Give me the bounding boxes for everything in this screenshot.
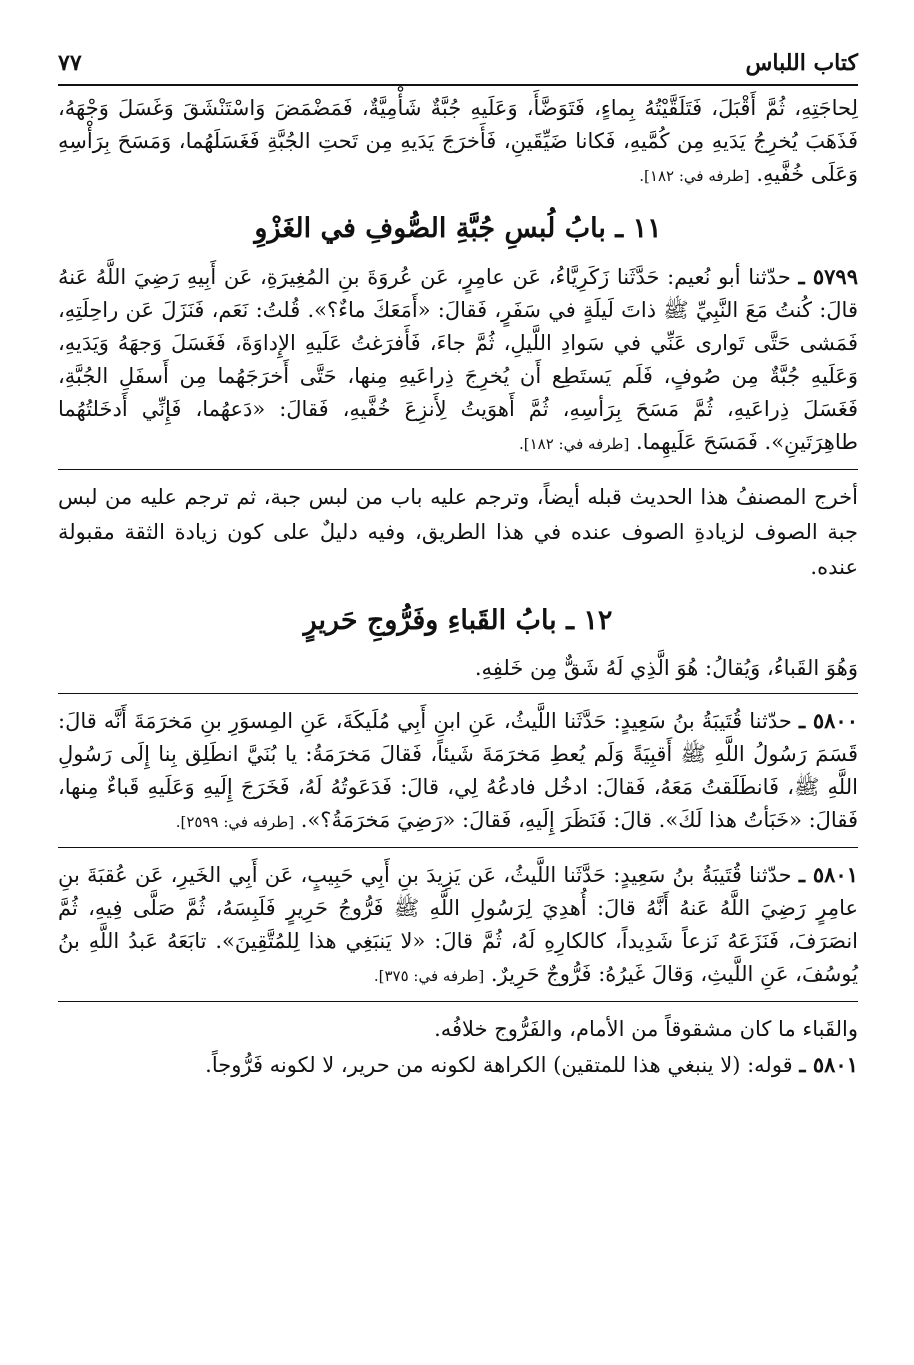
- page-content: [58, 92, 858, 1083]
- hadith-text: حدّثنا قُتَيبَةُ بنُ سَعِيدٍ: حَدَّثَنا اللَّيثُ، عَنِ ابنِ أَبِي مُلَيكَةَ، عَنِ المِسوَرِ بنِ مَخرَمَةَ أَنَّه قالَ: قَسَمَ رَسُولُ اللَّهِ ﷺ أَقبِيَةً وَلَم يُعطِ مَخرَمَةَ شَيئاً، فَقالَ مَخرَمَةُ: يا بُنَيَّ انطَلِق بِنا إِلَى رَسُولِ اللَّهِ ﷺ، فَانطَلَقتُ مَعَهُ، فَقالَ: ادخُل فادعُهُ لِي، قالَ: فَدَعَوتُهُ لَهُ، فَخَرَجَ إِلَيهِ وَعَلَيهِ قَباءٌ مِنها، فَقالَ: «خَبَأتُ هذا لَكَ». قالَ: فَنَظَرَ إِلَيهِ، فَقالَ: «رَضِيَ مَخرَمَةُ؟».: [58, 709, 858, 832]
- page-header: [58, 36, 858, 76]
- hadith-number: ٥٨٠٠ ـ: [798, 708, 858, 733]
- hadith-text: حدّثنا أبو نُعيم: حَدَّثَنا زَكَرِيَّاءُ، عَن عامِرٍ، عَن عُروَةَ بنِ المُغِيرَةِ، عَن أَبِيهِ رَضِيَ اللَّهُ عَنهُ قالَ: كُنتُ مَعَ النَّبِيِّ ﷺ ذاتَ لَيلَةٍ في سَفَرٍ، فَقالَ: «أَمَعَكَ ماءٌ؟». قُلتُ: نَعَم، فَنَزَلَ عَن راحِلَتِهِ، فَمَشى حَتَّى تَوارى عَنِّي في سَوادِ اللَّيلِ، ثُمَّ جاءَ، فَأَفرَغتُ عَلَيهِ الإِداوَةَ، فَغَسَلَ وَجهَهُ وَيَدَيهِ، وَعَلَيهِ جُبَّةٌ مِن صُوفٍ، فَلَم يَستَطِع أَن يُخرِجَ ذِراعَيهِ مِنها، حَتَّى أَخرَجَهُما مِن أَسفَلِ الجُبَّةِ، فَغَسَلَ ذِراعَيهِ، ثُمَّ مَسَحَ بِرَأسِهِ، ثُمَّ أَهوَيتُ لِأَنزِعَ خُفَّيهِ، فَقالَ: «دَعهُما، فَإِنِّي أَدخَلتُهُما طاهِرَتَينِ». فَمَسَحَ عَلَيهِما.: [58, 265, 858, 454]
- chapter-11-heading: ١١ ـ بابُ لُبسِ جُبَّةِ الصُّوفِ في الغَزْوِ: [254, 213, 662, 244]
- header-rule: [58, 84, 858, 86]
- footnote-5801: [58, 1047, 858, 1083]
- section-separator: [58, 693, 858, 694]
- chapter-12-intro: وَهُوَ القَباءُ، وَيُقالُ: هُوَ الَّذِي لَهُ شَقٌّ مِن خَلفِهِ.: [474, 656, 858, 680]
- hadith-text: لِحاجَتِهِ، ثُمَّ أَقْبَلَ، فَتَلَقَّيْتُهُ بِماءٍ، فَتَوَضَّأَ، وَعَلَيهِ جُبَّةٌ شَأْمِيَّةٌ، فَمَضْمَضَ وَاسْتَنْشَقَ وَغَسَلَ وَجْهَهُ، فَذَهَبَ يُخرِجُ يَدَيهِ مِن كُمَّيهِ، فَكانا ضَيِّقَينِ، فَأَخرَجَ يَدَيهِ مِن تَحتِ الجُبَّةِ فَغَسَلَهُما، وَمَسَحَ بِرَأْسِهِ وَعَلَى خُفَّيهِ.: [58, 96, 858, 186]
- cross-reference: [طرفه في: ٢٥٩٩].: [175, 813, 295, 831]
- hadith-5800: [58, 704, 858, 839]
- cross-reference: [طرفه في: ١٨٢].: [639, 167, 750, 185]
- top-hadith-continuation: [58, 92, 858, 193]
- hadith-5799: [58, 260, 858, 461]
- page-number: ٧٧: [58, 50, 82, 76]
- footnote-text: قوله: (لا ينبغي هذا للمتقين) الكراهة لكونه من حرير، لا لكونه فَرُّوجاً.: [205, 1053, 793, 1077]
- chapter-12-heading: ١٢ ـ بابُ القَباءِ وفَرُّوجِ حَريرٍ: [303, 605, 613, 636]
- commentary-5799: أخرج المصنفُ هذا الحديث قبله أيضاً، وترجم عليه باب من لبس جبة، ثم ترجم عليه من لبس جبة الصوف لزيادةِ الصوف عنده في هذا الطريق، وفيه دليلٌ على كون زيادة الثقة مقبولة عنده.: [58, 485, 858, 579]
- commentary-qaba: والقَباء ما كان مشقوقاً من الأمام، والفَرُّوج خلافُه.: [434, 1017, 858, 1041]
- book-title: كتاب اللباس: [745, 50, 858, 76]
- commentary-separator: [58, 1001, 858, 1002]
- hadith-5801: [58, 858, 858, 993]
- footnote-number: ٥٨٠١ ـ: [799, 1052, 858, 1077]
- hadith-text: حدّثنا قُتَيبَةُ بنُ سَعِيدٍ: حَدَّثَنا اللَّيثُ، عَن يَزِيدَ بنِ أَبِي حَبِيبٍ، عَن أَبِي الخَيرِ، عَن عُقبَةَ بنِ عامِرٍ رَضِيَ اللَّهُ عَنهُ أَنَّهُ قالَ: أُهدِيَ لِرَسُولِ اللَّهِ ﷺ فَرُّوجُ حَرِيرٍ فَلَبِسَهُ، ثُمَّ صَلَّى فِيهِ، ثُمَّ انصَرَفَ، فَنَزَعَهُ نَزعاً شَدِيداً، كالكارِهِ لَهُ، ثُمَّ قالَ: «لا يَنبَغِي هذا لِلمُتَّقِينَ». تابَعَهُ عَبدُ اللَّهِ بنُ يُوسُفَ، عَنِ اللَّيثِ، وَقالَ غَيرُهُ: فَرُّوجٌ حَرِيرٌ.: [58, 863, 858, 986]
- hadith-number: ٥٨٠١ ـ: [798, 862, 858, 887]
- cross-reference: [طرفه في: ٣٧٥].: [373, 967, 485, 985]
- cross-reference: [طرفه في: ١٨٢].: [518, 435, 630, 453]
- commentary-separator: [58, 469, 858, 470]
- section-separator: [58, 847, 858, 848]
- hadith-number: ٥٧٩٩ ـ: [798, 264, 858, 289]
